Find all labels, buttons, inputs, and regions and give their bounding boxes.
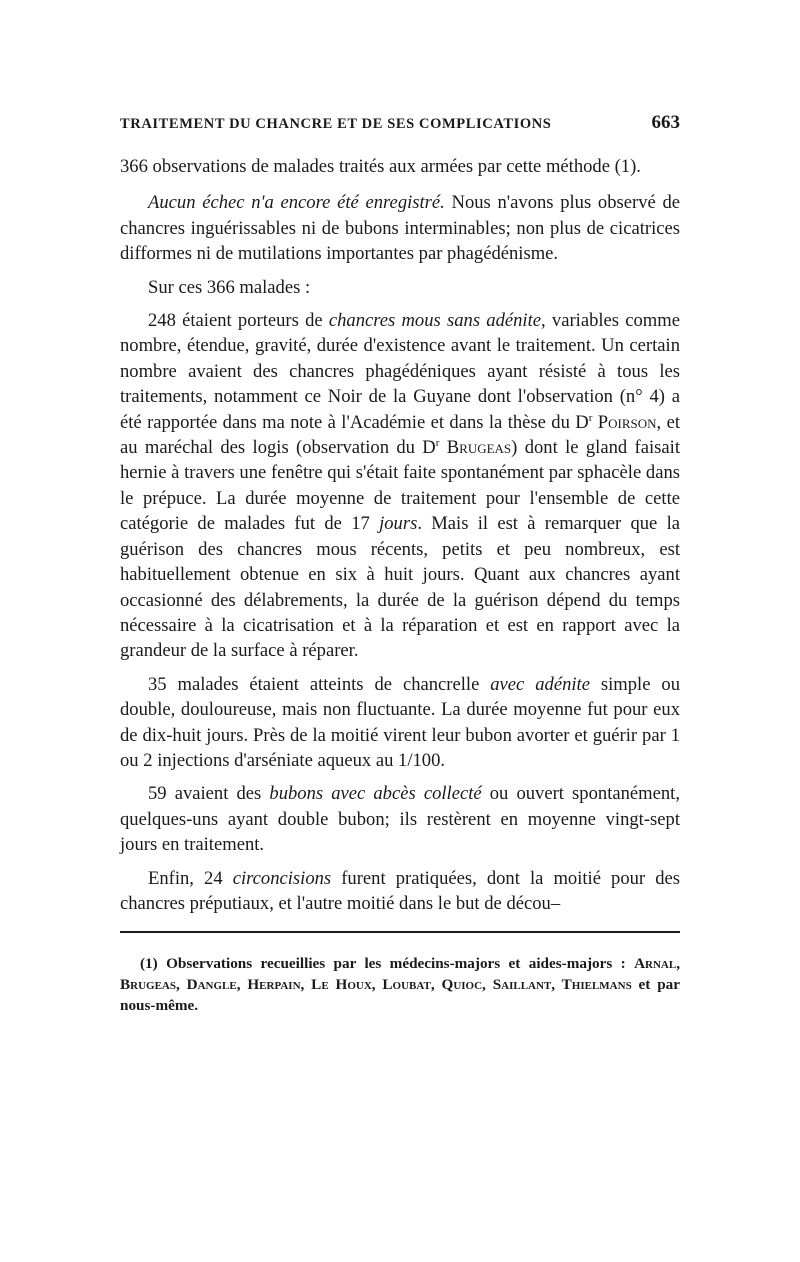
italic-phrase: Aucun échec n'a encore été enregistré.: [148, 192, 445, 214]
paragraph-circumcisions: [120, 866, 680, 917]
paragraph-adenitis: [120, 672, 680, 774]
book-page: [120, 112, 680, 1016]
italic-phrase: jours: [379, 513, 418, 535]
italic-phrase: circoncisions: [232, 867, 332, 889]
italic-phrase: bubons avec abcès collecté: [269, 783, 482, 805]
page-number: 663: [651, 112, 680, 133]
footnote-tail: et par nous-même.: [120, 976, 680, 1015]
text-run: , variables comme nombre, étendue, gravité, durée d'existence avant le traitement. Un certain nombre avaient des chancres phagédéniques ayant résisté à tous les traitements, notamment ce Noir de la Guyane dont l'observation (n° 4) a été rapportée dans ma note à l'Académie et dans la thèse du D: [120, 310, 680, 433]
footnote: [120, 953, 680, 1016]
footnote-text: (1) Observations recueillies par les médecins-majors et aides-majors :: [140, 955, 626, 973]
running-head-title: TRAITEMENT DU CHANCRE ET DE SES COMPLICATIONS: [120, 116, 552, 132]
superscript: r: [435, 436, 440, 449]
footnote-names: Arnal, Brugeas, Dangle, Herpain, Le Houx, Loubat, Quioc, Saillant, Thielmans: [120, 955, 680, 994]
text-run: . Mais il est à remarquer que la guérison des chancres mous récents, petits et peu nombreux, est habituellement obtenue en six à huit jours. Quant aux chancres ayant occasionné des délabrements, la durée de la guérison dépend du temps nécessaire à la cicatrisation et à la réparation et est en rapport avec la grandeur de la surface à réparer.: [120, 513, 680, 662]
author-name: Brugeas: [439, 437, 512, 459]
text-run: Enfin, 24: [148, 867, 233, 889]
footnote-divider: [120, 931, 680, 933]
text-run: simple ou double, douloureuse, mais non fluctuante. La durée moyenne fut pour eux de dix-huit jours. Près de la moitié virent leur bubon avorter et guérir par 1 ou 2 injections d'arséniate aqueux au 1/100.: [120, 673, 680, 771]
paragraph-bubons: [120, 781, 680, 857]
text-run: 248 étaient porteurs de: [148, 310, 329, 332]
text-run: 35 malades étaient atteints de chancrelle: [148, 673, 491, 695]
italic-phrase: chancres mous sans adénite: [328, 310, 542, 332]
paragraph-intro: 366 observations de malades traités aux armées par cette méthode (1).: [120, 156, 641, 177]
text-run: ) dont le gland faisait hernie à travers une fenêtre qui s'était faite spontanément par sphacèle dans le prépuce. La durée moyenne de traitement pour l'ensemble de cette catégorie de malades fut de 17: [120, 437, 680, 535]
text-run: 59 avaient des: [148, 783, 270, 805]
text-run: , et au maréchal des logis (observation du D: [120, 411, 680, 459]
paragraph-soft-chancres: [120, 308, 680, 664]
author-name: Poirson: [592, 411, 657, 433]
text-run: ou ouvert spontanément, quelques-uns ayant double bubon; ils restèrent en moyenne vingt-sept jours en traitement.: [120, 783, 680, 856]
paragraph-no-failure: [120, 190, 680, 266]
text-run: furent pratiquées, dont la moitié pour des chancres préputiaux, et l'autre moitié dans le but de décou–: [120, 867, 680, 914]
running-head: [120, 112, 680, 134]
italic-phrase: avec adénite: [490, 673, 590, 695]
text-run: Nous n'avons plus observé de chancres inguérissables ni de bubons interminables; non plus de cicatrices difformes ni de mutilations importantes par phagédénisme.: [120, 192, 680, 265]
paragraph-count: Sur ces 366 malades :: [148, 276, 311, 298]
superscript: r: [588, 411, 593, 424]
